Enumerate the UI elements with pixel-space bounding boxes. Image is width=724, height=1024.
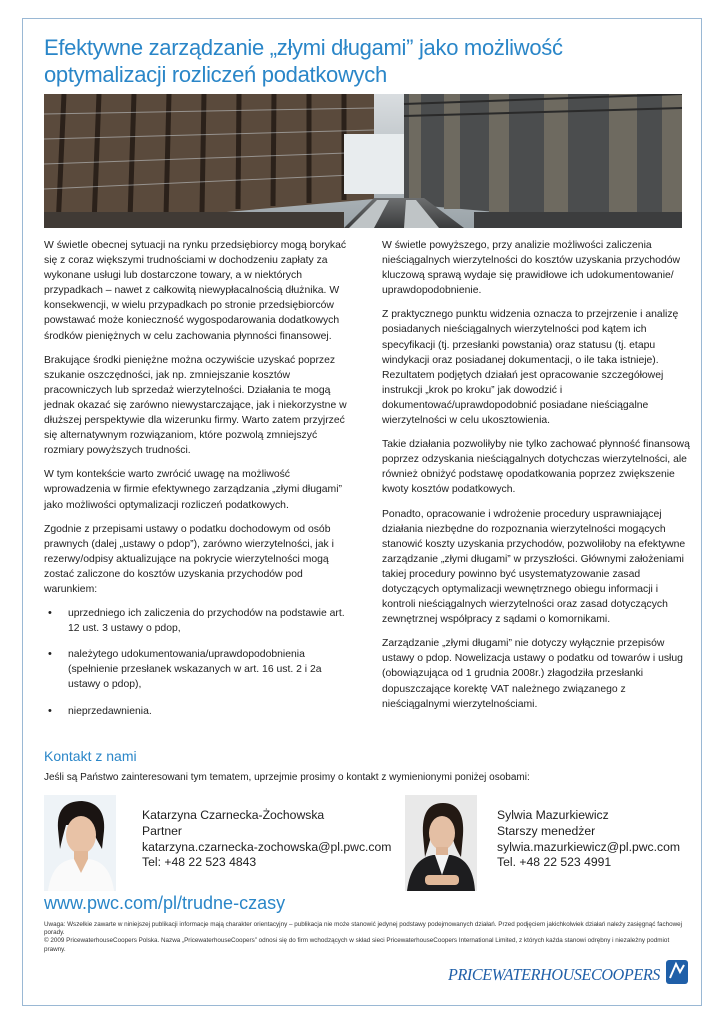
paragraph: Zgodnie z przepisami ustawy o podatku dochodowym od osób prawnych (dalej „ustawy o pdop”), zarówno wierzytelności, jak i rezerwy/odpisy aktualizujące na pokrycie wierzytelności mogą zostać zaliczone do kosztów uzyskania przychodów pod warunkiem: — [44, 523, 334, 595]
logo-wordmark: PRICEWATERHOUSECOOPERS — [448, 965, 661, 984]
title-line-1: Efektywne zarządzanie „złymi długami” jako możliwość — [44, 35, 563, 60]
paragraph: Takie działania pozwoliłyby nie tylko zachować płynność finansową poprzez odzyskania nieściągalnych dotychczas wierzytelności, ale również obniżyć podstawę opodatkowania poprzez zwiększenie kwoty kosztów podatkowych. — [382, 439, 690, 496]
paragraph: Brakujące środki pieniężne można oczywiście uzyskać poprzez szukanie oszczędności, jak np. zmniejszanie kosztów pracowniczych lub sprzedaż wierzytelności. Działania te mogą jednak okazać się zarówno niewystarczające, jak i niekorzystne w dłuższej perspektywie dla wizerunku firmy. Warto zatem przyjrzeć się alternatywnym rozwiązaniom, które pozwolą zmniejszyć rozmiary powyższych trudności. — [44, 354, 347, 457]
paragraph: Ponadto, opracowanie i wdrożenie procedury usprawniającej działania niezbędne do rozpoznania wierzytelności mogących stanowić koszty uzyskania przychodów, pozwoliłoby na efektywne zarządzanie „złymi długami” w przyszłości. Głównymi założeniami takiej procedury powinno być usystematyzowanie zasad dotyczących optymalizacji wewnętrznego obiegu informacji i kontroli nieściągalnych wierzytelności oraz zasad dotyczących zewnętrznej współpracy z sądami o komornikami. — [382, 508, 686, 626]
contact-name: Sylwia Mazurkiewicz — [497, 808, 609, 822]
train-station-illustration — [44, 94, 682, 228]
portrait-woman-1 — [44, 795, 116, 891]
paragraph: Zarządzanie „złymi długami” nie dotyczy wyłącznie przepisów ustawy o pdop. Nowelizacja ustawy o podatku od towarów i usług (obowiązująca od 1 grudnia 2008r.) złagodziła przesłanki dopuszczające korektę VAT należnego związanego z nieściągalnymi wierzytelnościami. — [382, 638, 683, 710]
contact-card-2 — [497, 808, 680, 871]
left-column — [44, 238, 354, 730]
contact-card-1 — [142, 808, 391, 871]
contact-role: Partner — [142, 823, 182, 838]
pwc-logo-icon — [448, 956, 690, 988]
title-line-2: optymalizacji rozliczeń podatkowych — [44, 62, 387, 87]
contact-role: Starszy menedżer — [497, 823, 596, 838]
list-item: • należytego udokumentowania/uprawdopodobnienia (spełnienie przesłanek wskazanych w art. 16 ust. 2 i 2a ustawy o pdop), — [44, 647, 354, 692]
contact-heading: Kontakt z nami — [44, 748, 137, 764]
page-title — [44, 34, 684, 88]
contact-email-link[interactable]: sylwia.mazurkiewicz@pl.pwc.com — [497, 839, 681, 854]
avatar — [405, 795, 477, 891]
paragraph: W tym kontekście warto zwrócić uwagę na możliwość wprowadzenia w firmie efektywnego zarządzania „złymi długami” jako możliwości optymalizacji rozliczeń podatkowych. — [44, 469, 342, 511]
legal-disclaimer — [44, 921, 686, 954]
company-logo — [448, 956, 690, 988]
right-column — [382, 238, 692, 721]
conditions-list — [44, 606, 354, 719]
list-item: • uprzedniego ich zaliczenia do przychodów na podstawie art. 12 ust. 3 ustawy o pdop, — [44, 606, 354, 636]
contact-intro: Jeśli są Państwo zainteresowani tym tematem, uprzejmie prosimy o kontakt z wymienionymi poniżej osobami: — [44, 772, 530, 783]
website-link[interactable]: www.pwc.com/pl/trudne-czasy — [44, 893, 286, 913]
portrait-woman-2 — [405, 795, 477, 891]
paragraph: W świetle obecnej sytuacji na rynku przedsiębiorcy mogą borykać się z coraz większymi trudnościami w dochodzeniu zapłaty za wykonane usługi lub dostarczone towary, a w niektórych przypadkach – nawet z całkowitą niewypłacalnością dłużnika. W konsekwencji, w wielu przypadkach po stronie przedsiębiorców powstawać może konieczność wygospodarowania dodatkowych środków pieniężnych w celu zachowania płynności finansowej. — [44, 240, 347, 342]
contact-phone: Tel. +48 22 523 4991 — [497, 855, 612, 870]
disclaimer-text: Uwaga: Wszelkie zawarte w niniejszej publikacji informacje mają charakter orientacyjny – publikacja nie może stanowić jedynej podstawy podejmowanych działań. Przed podjęciem jakichkolwiek działań należy zasięgnąć fachowej porady. — [44, 921, 683, 937]
avatar — [44, 795, 116, 891]
header-photo-train-station — [44, 94, 682, 228]
contact-phone: Tel: +48 22 523 4843 — [142, 855, 257, 870]
paragraph: W świetle powyższego, przy analizie możliwości zaliczenia nieściągalnych wierzytelności do kosztów uzyskania przychodów kluczową sprawą wydaje się prawidłowe ich udokumentowanie/ uprawdopodobnienie. — [382, 240, 681, 297]
paragraph: Z praktycznego punktu widzenia oznacza to przejrzenie i analizę posiadanych nieściągalnych wierzytelności pod kątem ich specyfikacji (tj. przesłanki powstania) oraz statusu (tj. etapu windykacji oraz posiadanej dokumentacji, o ile taka istnieje). Rezultatem podjętych działań jest opracowanie szczegółowej instrukcji „krok po kroku” jak dowodzić i dokumentować/uprawdopodobnić posiadane nieściągalne wierzytelności w celu ukosztowienia. — [382, 309, 679, 427]
list-item: • nieprzedawnienia. — [44, 704, 354, 719]
copyright-text: © 2009 PricewaterhouseCoopers Polska. Nazwa „PricewaterhouseCoopers” odnosi się do firm wchodzących w skład sieci PricewaterhouseCoopers International Limited, z których każda stanowi odrębny i niezależny podmiot prawny. — [44, 937, 670, 953]
contact-name: Katarzyna Czarnecka-Żochowska — [142, 808, 325, 822]
contact-email-link[interactable]: katarzyna.czarnecka-zochowska@pl.pwc.com — [142, 839, 392, 854]
